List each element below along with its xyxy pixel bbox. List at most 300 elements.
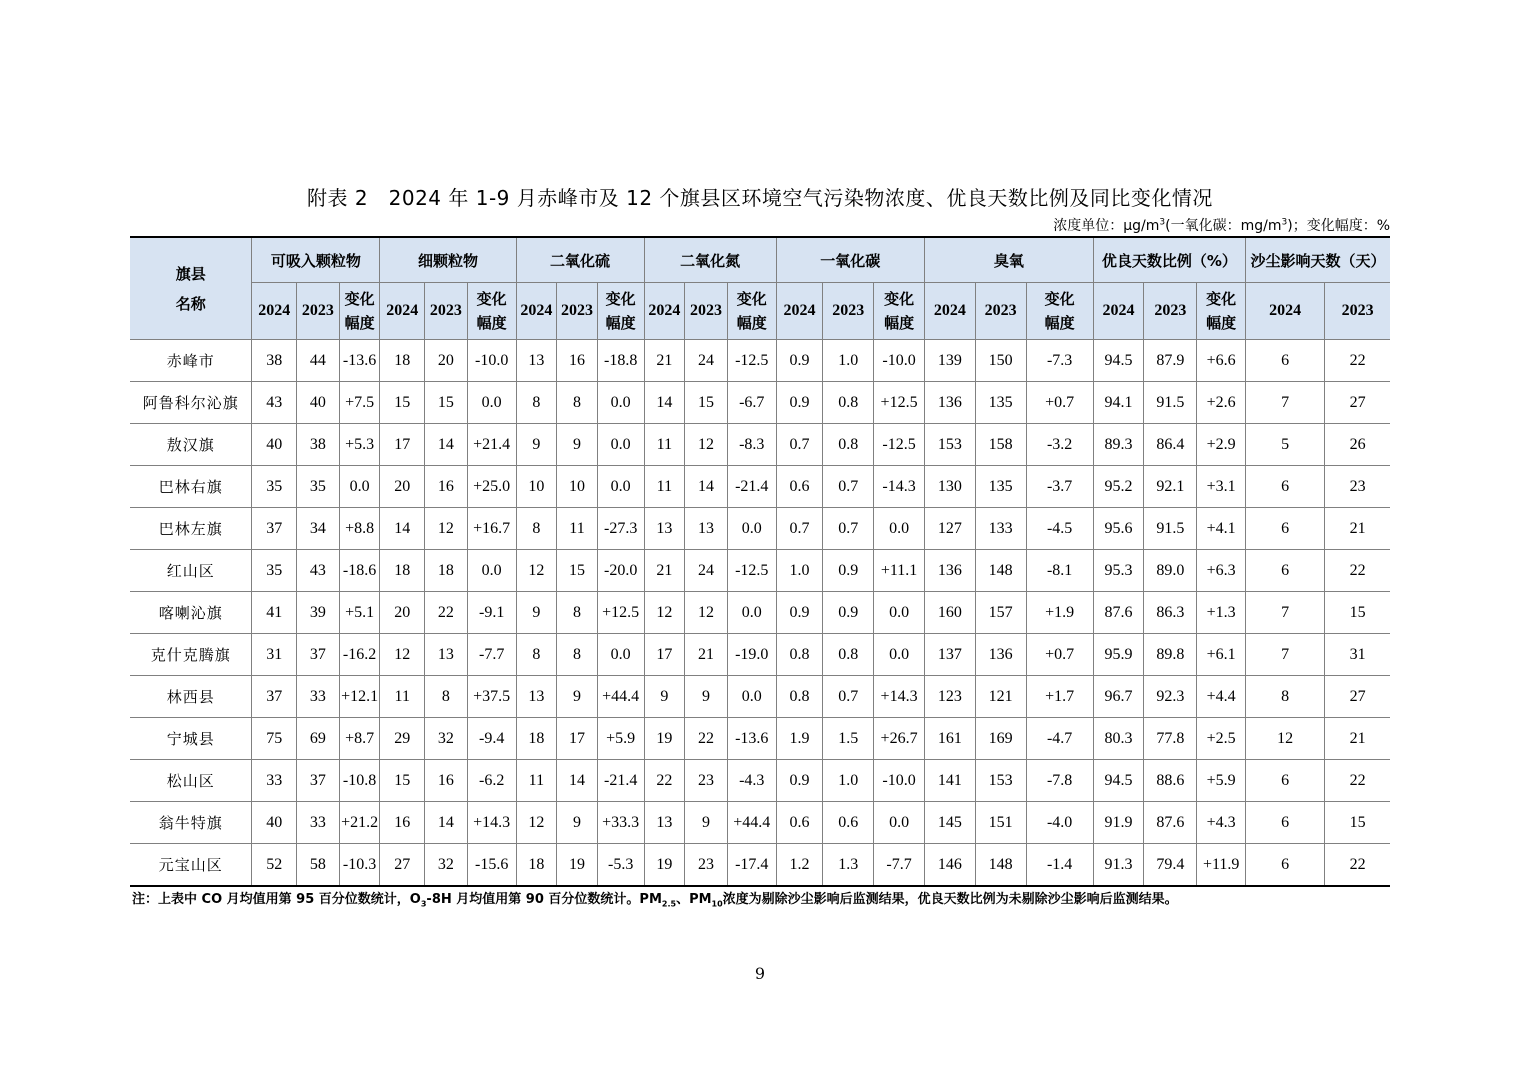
- table-cell: 161: [924, 718, 975, 760]
- table-cell: -21.4: [727, 466, 776, 508]
- table-cell: 21: [685, 634, 728, 676]
- table-cell: -9.4: [467, 718, 516, 760]
- table-cell: 95.3: [1093, 550, 1144, 592]
- table-cell: -13.6: [339, 340, 380, 382]
- table-cell: 77.8: [1144, 718, 1197, 760]
- county-name: 敖汉旗: [130, 424, 252, 466]
- table-cell: -20.0: [597, 550, 644, 592]
- table-cell: 0.0: [339, 466, 380, 508]
- table-cell: 12: [516, 550, 557, 592]
- header-year-2024: 2024: [776, 283, 823, 340]
- table-cell: +2.6: [1197, 382, 1246, 424]
- table-cell: 17: [644, 634, 685, 676]
- table-cell: 0.8: [823, 634, 874, 676]
- county-name: 阿鲁科尔沁旗: [130, 382, 252, 424]
- table-cell: 127: [924, 508, 975, 550]
- table-cell: 9: [557, 424, 598, 466]
- header-change: 变化 幅度: [467, 283, 516, 340]
- table-cell: 13: [644, 508, 685, 550]
- table-cell: 21: [644, 550, 685, 592]
- table-cell: 9: [685, 676, 728, 718]
- table-cell: 150: [975, 340, 1026, 382]
- table-cell: 136: [924, 550, 975, 592]
- table-cell: 8: [557, 634, 598, 676]
- table-cell: 37: [252, 508, 297, 550]
- table-cell: 0.7: [776, 424, 823, 466]
- pollutant-table: [130, 236, 1390, 887]
- table-row: [130, 718, 1390, 760]
- table-cell: 20: [380, 466, 425, 508]
- county-name: 红山区: [130, 550, 252, 592]
- table-cell: 80.3: [1093, 718, 1144, 760]
- table-cell: 95.2: [1093, 466, 1144, 508]
- table-cell: 9: [644, 676, 685, 718]
- table-cell: -4.3: [727, 760, 776, 802]
- page-number: 9: [754, 964, 766, 983]
- table-cell: 153: [975, 760, 1026, 802]
- county-name: 林西县: [130, 676, 252, 718]
- table-cell: 33: [297, 676, 340, 718]
- table-cell: -10.8: [339, 760, 380, 802]
- table-cell: 22: [644, 760, 685, 802]
- header-year-2023: 2023: [425, 283, 468, 340]
- table-cell: +2.5: [1197, 718, 1246, 760]
- table-cell: 21: [1325, 508, 1390, 550]
- county-name: 宁城县: [130, 718, 252, 760]
- header-year-2023: 2023: [557, 283, 598, 340]
- table-cell: 19: [644, 844, 685, 887]
- header-group-dust-days: 沙尘影响天数（天）: [1246, 237, 1390, 283]
- table-cell: 0.9: [776, 382, 823, 424]
- table-cell: 0.9: [776, 340, 823, 382]
- table-cell: +4.3: [1197, 802, 1246, 844]
- table-cell: 0.9: [823, 592, 874, 634]
- table-cell: 0.7: [823, 508, 874, 550]
- table-cell: 89.0: [1144, 550, 1197, 592]
- table-cell: -12.5: [727, 340, 776, 382]
- table-cell: 87.9: [1144, 340, 1197, 382]
- table-cell: +26.7: [874, 718, 925, 760]
- table-cell: +1.3: [1197, 592, 1246, 634]
- table-cell: 7: [1246, 592, 1325, 634]
- table-cell: 92.3: [1144, 676, 1197, 718]
- table-cell: 35: [252, 466, 297, 508]
- table-cell: 148: [975, 550, 1026, 592]
- table-cell: 11: [644, 466, 685, 508]
- table-cell: 0.8: [823, 424, 874, 466]
- table-cell: -4.7: [1026, 718, 1093, 760]
- table-cell: 137: [924, 634, 975, 676]
- table-cell: 135: [975, 382, 1026, 424]
- table-cell: +44.4: [597, 676, 644, 718]
- table-cell: 11: [557, 508, 598, 550]
- table-cell: 0.0: [874, 802, 925, 844]
- header-year-2024: 2024: [644, 283, 685, 340]
- table-cell: 22: [1325, 844, 1390, 887]
- table-cell: 35: [252, 550, 297, 592]
- table-cell: 12: [685, 592, 728, 634]
- table-cell: 27: [1325, 382, 1390, 424]
- table-cell: +2.9: [1197, 424, 1246, 466]
- table-cell: 15: [685, 382, 728, 424]
- table-cell: 14: [685, 466, 728, 508]
- table-cell: 87.6: [1093, 592, 1144, 634]
- table-cell: -6.7: [727, 382, 776, 424]
- table-cell: -10.0: [467, 340, 516, 382]
- table-cell: 7: [1246, 382, 1325, 424]
- table-row: [130, 592, 1390, 634]
- table-cell: -12.5: [874, 424, 925, 466]
- table-cell: 8: [516, 382, 557, 424]
- table-cell: 0.6: [776, 466, 823, 508]
- table-cell: 15: [1325, 802, 1390, 844]
- table-cell: -6.2: [467, 760, 516, 802]
- table-cell: -4.5: [1026, 508, 1093, 550]
- table-cell: 38: [252, 340, 297, 382]
- table-cell: 169: [975, 718, 1026, 760]
- table-cell: 86.3: [1144, 592, 1197, 634]
- table-cell: +3.1: [1197, 466, 1246, 508]
- header-year-2024: 2024: [1093, 283, 1144, 340]
- table-cell: 139: [924, 340, 975, 382]
- table-cell: 20: [380, 592, 425, 634]
- table-cell: 0.0: [467, 550, 516, 592]
- table-row: [130, 676, 1390, 718]
- table-cell: 21: [644, 340, 685, 382]
- table-cell: 0.0: [727, 592, 776, 634]
- table-cell: 14: [425, 424, 468, 466]
- table-cell: 8: [516, 508, 557, 550]
- header-group-pm25: 细颗粒物: [380, 237, 516, 283]
- table-cell: 44: [297, 340, 340, 382]
- table-cell: 58: [297, 844, 340, 887]
- header-row-years: [130, 283, 1390, 340]
- table-row: [130, 382, 1390, 424]
- table-cell: 38: [297, 424, 340, 466]
- table-cell: 89.3: [1093, 424, 1144, 466]
- unit-note: 浓度单位：$\mu g/m^3$(一氧化碳：$mg/m^3$)；变化幅度：%: [1053, 217, 1390, 234]
- table-cell: 91.9: [1093, 802, 1144, 844]
- header-change: 变化 幅度: [1197, 283, 1246, 340]
- table-cell: -12.5: [727, 550, 776, 592]
- table-cell: 24: [685, 340, 728, 382]
- county-name: 巴林右旗: [130, 466, 252, 508]
- header-change: 变化 幅度: [727, 283, 776, 340]
- county-name: 赤峰市: [130, 340, 252, 382]
- table-row: [130, 634, 1390, 676]
- header-year-2023: 2023: [823, 283, 874, 340]
- table-cell: -27.3: [597, 508, 644, 550]
- table-cell: 20: [425, 340, 468, 382]
- table-cell: +4.4: [1197, 676, 1246, 718]
- table-cell: 9: [516, 592, 557, 634]
- table-cell: 14: [425, 802, 468, 844]
- table-cell: 15: [425, 382, 468, 424]
- table-cell: 1.2: [776, 844, 823, 887]
- table-cell: 18: [380, 340, 425, 382]
- table-cell: +0.7: [1026, 634, 1093, 676]
- table-cell: -1.4: [1026, 844, 1093, 887]
- table-cell: +12.5: [874, 382, 925, 424]
- table-cell: -18.6: [339, 550, 380, 592]
- table-cell: 94.5: [1093, 760, 1144, 802]
- table-cell: +5.9: [597, 718, 644, 760]
- table-row: [130, 844, 1390, 887]
- table-cell: +12.5: [597, 592, 644, 634]
- table-cell: 18: [425, 550, 468, 592]
- table-cell: 12: [685, 424, 728, 466]
- table-cell: 13: [516, 676, 557, 718]
- table-cell: 10: [516, 466, 557, 508]
- table-cell: 15: [557, 550, 598, 592]
- table-cell: -19.0: [727, 634, 776, 676]
- table-cell: -10.3: [339, 844, 380, 887]
- table-cell: 0.9: [823, 550, 874, 592]
- table-cell: 1.0: [823, 760, 874, 802]
- table-cell: +11.9: [1197, 844, 1246, 887]
- table-cell: 22: [1325, 550, 1390, 592]
- table-cell: 7: [1246, 634, 1325, 676]
- table-cell: 158: [975, 424, 1026, 466]
- table-cell: -8.1: [1026, 550, 1093, 592]
- table-cell: 135: [975, 466, 1026, 508]
- table-cell: 160: [924, 592, 975, 634]
- table-cell: 16: [380, 802, 425, 844]
- table-cell: 1.5: [823, 718, 874, 760]
- table-cell: 14: [380, 508, 425, 550]
- table-cell: 35: [297, 466, 340, 508]
- table-cell: 0.7: [823, 676, 874, 718]
- table-cell: +0.7: [1026, 382, 1093, 424]
- table-cell: 8: [516, 634, 557, 676]
- table-cell: 11: [380, 676, 425, 718]
- table-cell: 0.8: [823, 382, 874, 424]
- header-change: 变化 幅度: [874, 283, 925, 340]
- table-cell: 8: [1246, 676, 1325, 718]
- table-cell: 0.8: [776, 634, 823, 676]
- table-cell: 43: [252, 382, 297, 424]
- table-cell: 12: [425, 508, 468, 550]
- table-cell: 32: [425, 844, 468, 887]
- table-cell: 37: [252, 676, 297, 718]
- table-cell: 6: [1246, 550, 1325, 592]
- table-cell: 33: [252, 760, 297, 802]
- table-cell: 0.0: [727, 676, 776, 718]
- table-cell: 0.8: [776, 676, 823, 718]
- header-year-2024: 2024: [252, 283, 297, 340]
- table-cell: +25.0: [467, 466, 516, 508]
- table-cell: 0.9: [776, 592, 823, 634]
- table-cell: 22: [425, 592, 468, 634]
- table-cell: 157: [975, 592, 1026, 634]
- header-group-good-days: 优良天数比例（%）: [1093, 237, 1245, 283]
- table-cell: 31: [252, 634, 297, 676]
- table-cell: +11.1: [874, 550, 925, 592]
- table-cell: +6.1: [1197, 634, 1246, 676]
- table-row: [130, 802, 1390, 844]
- table-cell: 13: [644, 802, 685, 844]
- table-cell: 24: [685, 550, 728, 592]
- table-cell: -9.1: [467, 592, 516, 634]
- table-cell: 0.0: [597, 424, 644, 466]
- header-group-so2: 二氧化硫: [516, 237, 644, 283]
- table-cell: 12: [380, 634, 425, 676]
- header-change: 变化 幅度: [1026, 283, 1093, 340]
- table-row: [130, 508, 1390, 550]
- table-cell: 23: [685, 760, 728, 802]
- table-cell: 148: [975, 844, 1026, 887]
- table-cell: 37: [297, 634, 340, 676]
- table-cell: 34: [297, 508, 340, 550]
- table-cell: 8: [557, 382, 598, 424]
- table-cell: 41: [252, 592, 297, 634]
- table-cell: 151: [975, 802, 1026, 844]
- table-cell: 12: [644, 592, 685, 634]
- table-cell: -14.3: [874, 466, 925, 508]
- table-cell: 13: [425, 634, 468, 676]
- table-row: [130, 340, 1390, 382]
- county-name: 翁牛特旗: [130, 802, 252, 844]
- header-year-2023: 2023: [1144, 283, 1197, 340]
- table-cell: 52: [252, 844, 297, 887]
- table-cell: 14: [557, 760, 598, 802]
- county-name: 巴林左旗: [130, 508, 252, 550]
- table-cell: 19: [557, 844, 598, 887]
- table-cell: +1.9: [1026, 592, 1093, 634]
- table-cell: 22: [1325, 760, 1390, 802]
- header-year-2024: 2024: [924, 283, 975, 340]
- table-cell: -4.0: [1026, 802, 1093, 844]
- header-year-2023: 2023: [975, 283, 1026, 340]
- table-cell: 79.4: [1144, 844, 1197, 887]
- table-cell: +16.7: [467, 508, 516, 550]
- table-cell: 6: [1246, 760, 1325, 802]
- header-change: 变化 幅度: [339, 283, 380, 340]
- table-cell: 9: [557, 676, 598, 718]
- table-cell: 96.7: [1093, 676, 1144, 718]
- table-cell: 136: [924, 382, 975, 424]
- table-cell: 18: [380, 550, 425, 592]
- table-cell: 86.4: [1144, 424, 1197, 466]
- table-cell: 8: [425, 676, 468, 718]
- table-title: 附表 2 2024 年 1-9 月赤峰市及 12 个旗县区环境空气污染物浓度、优良天数比例及同比变化情况: [307, 186, 1213, 210]
- table-cell: +5.3: [339, 424, 380, 466]
- header-dust-year-2024: 2024: [1246, 283, 1325, 340]
- table-cell: -16.2: [339, 634, 380, 676]
- table-cell: 16: [557, 340, 598, 382]
- table-cell: 22: [685, 718, 728, 760]
- table-cell: +21.4: [467, 424, 516, 466]
- table-cell: 9: [516, 424, 557, 466]
- table-cell: 27: [1325, 676, 1390, 718]
- table-cell: 91.3: [1093, 844, 1144, 887]
- table-cell: 10: [557, 466, 598, 508]
- table-cell: 15: [1325, 592, 1390, 634]
- table-cell: 6: [1246, 508, 1325, 550]
- header-group-co: 一氧化碳: [776, 237, 924, 283]
- table-cell: +44.4: [727, 802, 776, 844]
- table-cell: -18.8: [597, 340, 644, 382]
- footnote: 注：上表中 CO 月均值用第 95 百分位数统计，$O_3-8H$ 月均值用第 90 百分位数统计。$PM_{2.5}$、$PM_{10}$浓度为剔除沙尘影响后监测结果，优良天数比例为未剔除沙尘影响后监测结果。: [132, 892, 1178, 909]
- table-cell: +6.6: [1197, 340, 1246, 382]
- table-cell: 37: [297, 760, 340, 802]
- header-group-pm10: 可吸入颗粒物: [252, 237, 380, 283]
- table-cell: -17.4: [727, 844, 776, 887]
- table-cell: -15.6: [467, 844, 516, 887]
- table-cell: +21.2: [339, 802, 380, 844]
- header-group-o3: 臭氧: [924, 237, 1093, 283]
- table-cell: 6: [1246, 340, 1325, 382]
- table-cell: 153: [924, 424, 975, 466]
- header-year-2023: 2023: [685, 283, 728, 340]
- table-cell: 16: [425, 466, 468, 508]
- table-cell: 11: [644, 424, 685, 466]
- table-cell: -8.3: [727, 424, 776, 466]
- table-cell: 6: [1246, 802, 1325, 844]
- table-cell: 94.1: [1093, 382, 1144, 424]
- header-year-2023: 2023: [297, 283, 340, 340]
- table-cell: 69: [297, 718, 340, 760]
- table-cell: 23: [1325, 466, 1390, 508]
- table-row: [130, 424, 1390, 466]
- table-cell: -3.2: [1026, 424, 1093, 466]
- header-year-2024: 2024: [380, 283, 425, 340]
- header-dust-year-2023: 2023: [1325, 283, 1390, 340]
- table-cell: 40: [297, 382, 340, 424]
- header-county-name: 旗县 名称: [130, 237, 252, 340]
- table-cell: +7.5: [339, 382, 380, 424]
- table-cell: 89.8: [1144, 634, 1197, 676]
- table-cell: 18: [516, 718, 557, 760]
- table-cell: +33.3: [597, 802, 644, 844]
- table-cell: +6.3: [1197, 550, 1246, 592]
- table-cell: 16: [425, 760, 468, 802]
- table-cell: 130: [924, 466, 975, 508]
- table-cell: 13: [516, 340, 557, 382]
- table-cell: 133: [975, 508, 1026, 550]
- table-cell: +4.1: [1197, 508, 1246, 550]
- table-cell: 19: [644, 718, 685, 760]
- table-cell: +5.9: [1197, 760, 1246, 802]
- header-group-no2: 二氧化氮: [644, 237, 776, 283]
- table-cell: 13: [685, 508, 728, 550]
- table-cell: +14.3: [467, 802, 516, 844]
- table-cell: 0.6: [776, 802, 823, 844]
- table-cell: -3.7: [1026, 466, 1093, 508]
- table-cell: 136: [975, 634, 1026, 676]
- table-cell: 0.0: [597, 466, 644, 508]
- table-cell: 11: [516, 760, 557, 802]
- table-cell: 15: [380, 760, 425, 802]
- table-cell: 121: [975, 676, 1026, 718]
- table-cell: +37.5: [467, 676, 516, 718]
- table-row: [130, 760, 1390, 802]
- table-cell: 75: [252, 718, 297, 760]
- table-cell: 8: [557, 592, 598, 634]
- county-name: 元宝山区: [130, 844, 252, 887]
- table-cell: 91.5: [1144, 382, 1197, 424]
- table-cell: 39: [297, 592, 340, 634]
- table-cell: 0.0: [874, 634, 925, 676]
- table-cell: 0.7: [776, 508, 823, 550]
- table-cell: +8.8: [339, 508, 380, 550]
- table-cell: 0.0: [597, 634, 644, 676]
- table-cell: 1.9: [776, 718, 823, 760]
- table-cell: 32: [425, 718, 468, 760]
- table-cell: -13.6: [727, 718, 776, 760]
- table-cell: -10.0: [874, 340, 925, 382]
- table-cell: 95.9: [1093, 634, 1144, 676]
